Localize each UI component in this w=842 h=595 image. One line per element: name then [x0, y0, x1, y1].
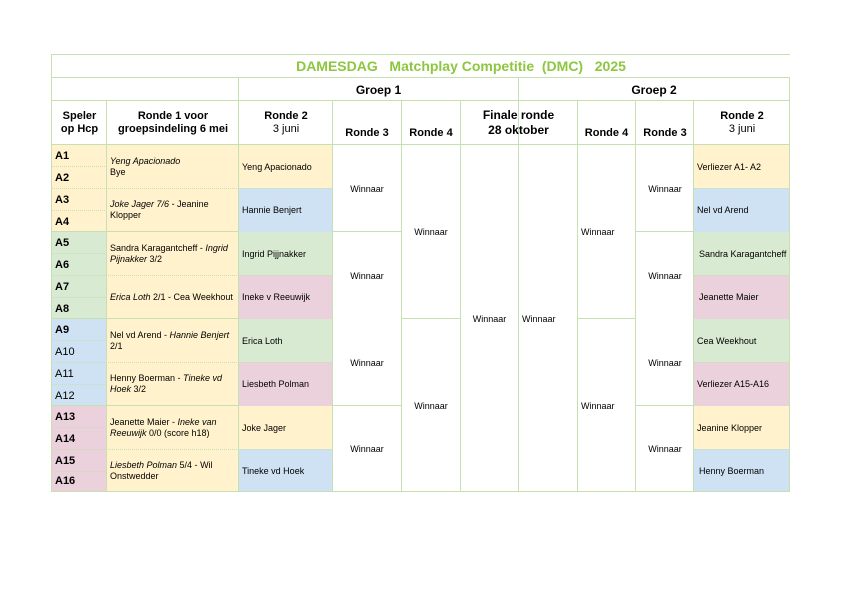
header-ronde2-right-line1: Ronde 2	[720, 109, 764, 122]
header-ronde3-right: Ronde 3	[643, 127, 687, 139]
round2-right-player: Henny Boerman	[699, 465, 765, 476]
round1-result: 2/1 -	[150, 291, 174, 302]
round3-right-winner: Winnaar	[648, 444, 682, 454]
player-code: A9	[55, 324, 70, 336]
round1-result: 5/4 -	[177, 459, 201, 470]
finale-left-winner: Winnaar	[472, 313, 507, 324]
round3-left-winner: Winnaar	[350, 270, 384, 281]
header-speler-line2: op Hcp	[60, 122, 99, 135]
round1-player-a: Liesbeth Polman	[110, 459, 178, 470]
round2-left-player: Erica Loth	[242, 335, 283, 346]
round1-player-b: Jeanine Klopper	[110, 199, 209, 220]
header-finale-line2: 28 oktober	[488, 122, 549, 137]
group-1-header: Groep 1	[355, 83, 402, 97]
player-code: A2	[55, 172, 70, 184]
player-code: A10	[55, 346, 75, 358]
round2-left-player: Hannie Benjert	[242, 205, 302, 215]
round3-right-winner: Winnaar	[648, 183, 682, 194]
header-ronde2-left	[239, 101, 333, 144]
round1-player-a: Sandra Karagantcheff -	[110, 242, 206, 253]
round2-right-player: Sandra Karagantcheff	[699, 248, 787, 259]
round2-left-player: Yeng Apacionado	[242, 161, 312, 172]
header-ronde1-line2: groepsindeling 6 mei	[117, 122, 229, 135]
round1-player-b: Ineke van Reeuwijk	[110, 416, 217, 438]
header-ronde1-line1: Ronde 1 voor	[137, 109, 209, 122]
round3-left-winner: Winnaar	[350, 183, 384, 194]
round1-match	[107, 449, 239, 492]
round1-player-a: Jeanette Maier -	[110, 416, 178, 427]
round1-player-b: Cea Weekhout	[173, 291, 233, 302]
round2-right-player: Nel vd Arend	[697, 205, 749, 215]
header-ronde2-left-line2: 3 juni	[272, 122, 300, 135]
round1-result: 3/2	[131, 384, 147, 394]
round2-right-player: Jeanine Klopper	[697, 422, 763, 433]
round1-result: 0/0 (score h18)	[146, 427, 210, 438]
round2-right-player: Verliezer A1- A2	[697, 161, 762, 172]
round1-player-a: Henny Boerman -	[110, 373, 184, 383]
round1-match	[107, 232, 239, 275]
round2-left-player: Tineke vd Hoek	[242, 465, 305, 476]
player-code: A15	[55, 454, 76, 467]
round1-player-b: Ingrid Pijnakker	[110, 242, 228, 264]
round1-player-b: Wil Onstwedder	[110, 459, 213, 481]
round1-player-a: Yeng Apacionado	[110, 155, 181, 166]
group-2-header: Groep 2	[631, 83, 677, 97]
player-code: A4	[55, 215, 70, 228]
round3-left-winner: Winnaar	[350, 444, 384, 454]
round2-left-player: Joke Jager	[242, 422, 287, 433]
player-code: A16	[55, 475, 76, 487]
round4-left-winner: Winnaar	[414, 400, 448, 411]
header-ronde1	[107, 101, 239, 144]
player-code: A6	[55, 259, 70, 271]
player-code: A12	[55, 389, 75, 402]
round1-match	[107, 319, 239, 362]
player-code: A7	[55, 281, 70, 293]
round1-match	[107, 275, 239, 319]
round1-result: 3/2	[147, 253, 163, 264]
round1-match	[107, 145, 239, 188]
player-code: A14	[55, 433, 76, 445]
header-ronde3-left: Ronde 3	[345, 127, 389, 139]
page-title: DAMESDAG Matchplay Competitie (DMC) 2025	[296, 58, 626, 74]
header-ronde4-left: Ronde 4	[409, 127, 453, 139]
round2-left-player: Liesbeth Polman	[242, 379, 310, 389]
round1-match	[107, 188, 239, 232]
round1-player-b: Bye	[110, 166, 126, 177]
player-code: A5	[55, 237, 70, 249]
round3-right-winner: Winnaar	[648, 357, 682, 368]
round2-right-player: Cea Weekhout	[697, 335, 757, 346]
header-speler-line1: Speler	[62, 109, 97, 122]
header-finale-line1: Finale ronde	[482, 107, 555, 122]
header-ronde2-right	[694, 101, 790, 144]
header-ronde4-right: Ronde 4	[584, 127, 629, 139]
round4-right-winner: Winnaar	[581, 400, 615, 411]
round1-player-a: Erica Loth	[110, 291, 151, 302]
player-code: A11	[55, 368, 74, 380]
header-finale	[461, 101, 576, 144]
round1-player-b: Tineke vd Hoek	[110, 373, 222, 394]
round1-player-b: Hannie Benjert	[169, 329, 230, 340]
header-ronde2-right-line2: 3 juni	[728, 122, 756, 135]
round3-left-winner: Winnaar	[350, 357, 384, 368]
finale-right-winner: Winnaar	[522, 313, 556, 324]
round2-left-player: Ingrid Pijjnakker	[242, 248, 307, 259]
round1-match	[107, 362, 239, 406]
round3-right-winner: Winnaar	[648, 270, 682, 281]
player-code: A13	[55, 411, 76, 423]
player-code: A1	[55, 150, 70, 162]
header-speler	[52, 101, 107, 144]
round4-left-winner: Winnaar	[414, 226, 448, 237]
round4-right-winner: Winnaar	[581, 226, 615, 237]
player-code: A8	[55, 302, 70, 315]
round1-result: 2/1	[110, 340, 123, 351]
round1-player-a: Joke Jager 7/6 -	[110, 199, 178, 209]
round2-right-player: Jeanette Maier	[699, 292, 759, 302]
round1-match	[107, 406, 239, 449]
round2-left-player: Ineke v Reeuwijk	[242, 292, 311, 302]
player-code: A3	[55, 194, 70, 206]
round2-right-player: Verliezer A15-A16	[697, 379, 770, 389]
round1-player-a: Nel vd Arend -	[110, 329, 170, 340]
header-ronde2-left-line1: Ronde 2	[264, 109, 308, 122]
